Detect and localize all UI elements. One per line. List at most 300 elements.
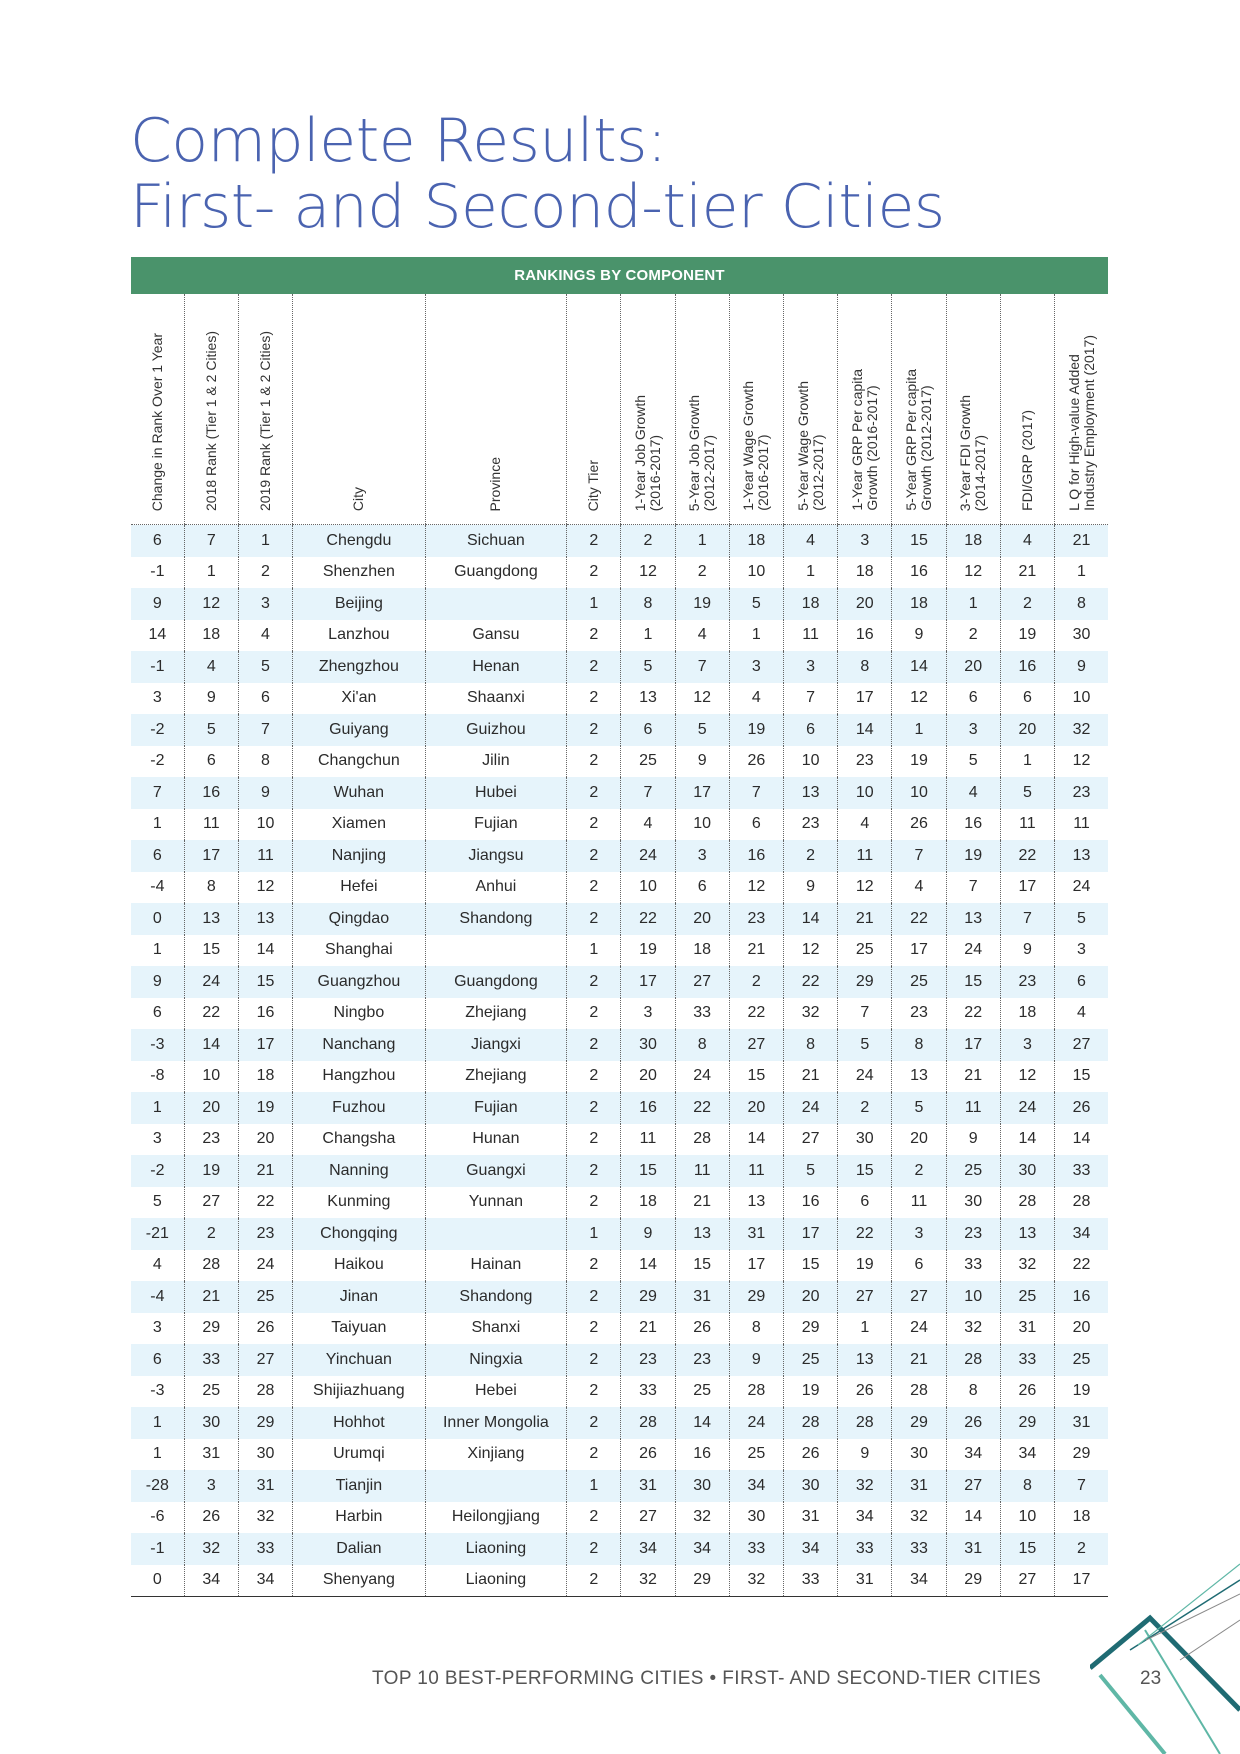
table-cell: 13 <box>783 777 837 809</box>
table-cell: 27 <box>783 1124 837 1156</box>
table-cell: Guangxi <box>425 1155 567 1187</box>
table-cell: 26 <box>621 1439 675 1471</box>
table-cell: 33 <box>621 1376 675 1408</box>
table-cell: Taiyuan <box>293 1313 426 1345</box>
table-cell: 34 <box>892 1565 946 1597</box>
table-cell: 15 <box>1000 1533 1054 1565</box>
table-cell: 2 <box>567 1250 621 1282</box>
table-cell: Dalian <box>293 1533 426 1565</box>
table-cell: 23 <box>838 746 892 778</box>
column-header <box>1055 294 1109 525</box>
table-cell: 4 <box>238 620 292 652</box>
table-cell: 1 <box>567 935 621 967</box>
table-cell: 31 <box>1055 1407 1109 1439</box>
table-cell: 13 <box>838 1344 892 1376</box>
table-cell: 8 <box>675 1029 729 1061</box>
table-cell: 9 <box>892 620 946 652</box>
table-cell: Changsha <box>293 1124 426 1156</box>
table-cell: 8 <box>184 872 238 904</box>
column-header-label: City <box>350 486 367 511</box>
table-cell: 2 <box>567 1376 621 1408</box>
table-cell: 5 <box>783 1155 837 1187</box>
table-cell: Fujian <box>425 1092 567 1124</box>
table-cell: 26 <box>729 746 783 778</box>
table-cell: 23 <box>1055 777 1109 809</box>
table-row <box>131 777 1108 809</box>
table-cell: 18 <box>729 525 783 557</box>
table-cell: 2 <box>567 1344 621 1376</box>
table-cell: 29 <box>892 1407 946 1439</box>
table-cell: 31 <box>838 1565 892 1597</box>
table-cell: Liaoning <box>425 1565 567 1597</box>
table-cell: 25 <box>184 1376 238 1408</box>
table-cell: 18 <box>621 1187 675 1219</box>
table-cell: 13 <box>1000 1218 1054 1250</box>
table-cell: 12 <box>946 557 1000 589</box>
column-header <box>838 294 892 525</box>
table-cell: 29 <box>675 1565 729 1597</box>
table-cell: 2 <box>567 998 621 1030</box>
table-cell: 20 <box>838 588 892 620</box>
table-row <box>131 651 1108 683</box>
table-cell: 11 <box>621 1124 675 1156</box>
table-cell: 1 <box>567 1218 621 1250</box>
table-cell: 12 <box>238 872 292 904</box>
table-cell: 3 <box>152 1319 162 1337</box>
table-cell: 12 <box>184 588 238 620</box>
table-cell: 12 <box>1055 746 1109 778</box>
table-cell: -3 <box>131 1029 184 1061</box>
table-cell: Jilin <box>425 746 567 778</box>
table-cell: 27 <box>892 1281 946 1313</box>
table-cell: 26 <box>675 1313 729 1345</box>
table-cell: 9 <box>131 588 184 620</box>
table-banner: RANKINGS BY COMPONENT <box>131 257 1108 294</box>
table-row <box>131 1250 1108 1282</box>
table-cell: 24 <box>838 1061 892 1093</box>
table-cell: 15 <box>892 525 946 557</box>
table-row <box>131 1533 1108 1565</box>
table-row <box>131 998 1108 1030</box>
table-cell: Zhejiang <box>425 998 567 1030</box>
table-cell: 6 <box>783 714 837 746</box>
table-cell: 17 <box>238 1029 292 1061</box>
table-cell: Hubei <box>425 777 567 809</box>
title-line-2: First- and Second-tier Cities <box>130 172 945 242</box>
table-cell: 17 <box>184 840 238 872</box>
table-cell: Shenyang <box>293 1565 426 1597</box>
table-row <box>131 683 1108 715</box>
table-cell: 6 <box>131 525 184 557</box>
column-header-label: 1-Year Wage Growth (2016-2017) <box>740 381 772 511</box>
table-cell: 31 <box>729 1218 783 1250</box>
table-cell: 21 <box>892 1344 946 1376</box>
table-cell: 26 <box>838 1376 892 1408</box>
table-cell: 27 <box>184 1187 238 1219</box>
table-row <box>131 1029 1108 1061</box>
table-cell: 2 <box>567 620 621 652</box>
table-cell: 34 <box>1000 1439 1054 1471</box>
table-cell: Nanchang <box>293 1029 426 1061</box>
table-cell: 31 <box>946 1533 1000 1565</box>
table-cell: 21 <box>946 1061 1000 1093</box>
table-cell: 16 <box>838 620 892 652</box>
table-cell: 9 <box>946 1124 1000 1156</box>
table-cell: 30 <box>1000 1155 1054 1187</box>
table-cell: 32 <box>1000 1250 1054 1282</box>
table-cell: 32 <box>729 1565 783 1597</box>
table-cell: 23 <box>729 903 783 935</box>
table-cell: 25 <box>675 1376 729 1408</box>
table-row <box>131 1565 1108 1597</box>
table-cell: 30 <box>783 1470 837 1502</box>
table-cell: 10 <box>729 557 783 589</box>
table-cell: 9 <box>729 1344 783 1376</box>
table-cell: 2 <box>946 620 1000 652</box>
table-cell: 5 <box>838 1029 892 1061</box>
table-cell: -3 <box>150 1382 165 1400</box>
table-cell: 15 <box>184 935 238 967</box>
table-cell: 30 <box>621 1029 675 1061</box>
table-cell: Heilongjiang <box>425 1502 567 1534</box>
column-header-label: Change in Rank Over 1 Year <box>148 332 165 511</box>
table-cell: Jinan <box>293 1281 426 1313</box>
table-cell: 12 <box>621 557 675 589</box>
table-cell: 3 <box>152 1130 162 1148</box>
table-cell: 9 <box>675 746 729 778</box>
table-row <box>131 746 1108 778</box>
table-cell: 33 <box>1000 1344 1054 1376</box>
table-cell: Xinjiang <box>425 1439 567 1471</box>
table-cell: 33 <box>729 1533 783 1565</box>
table-cell: 11 <box>892 1187 946 1219</box>
table-cell: 20 <box>675 903 729 935</box>
table-cell: 20 <box>892 1124 946 1156</box>
table-cell: 25 <box>892 966 946 998</box>
table-cell: 1 <box>131 1092 184 1124</box>
table-cell: 22 <box>946 998 1000 1030</box>
column-header-label: 5-Year GRP Per capita Growth (2012-2017) <box>902 369 934 511</box>
column-header-label: 1-Year GRP Per capita Growth (2016-2017) <box>848 369 880 511</box>
table-cell: 5 <box>238 651 292 683</box>
table-cell: 1 <box>567 1470 621 1502</box>
table-cell: 16 <box>1055 1281 1109 1313</box>
table-cell: 13 <box>729 1187 783 1219</box>
table-cell: 6 <box>131 1344 184 1376</box>
table-cell: 18 <box>783 588 837 620</box>
table-cell: 28 <box>892 1376 946 1408</box>
table-cell: 27 <box>238 1344 292 1376</box>
table-cell: 25 <box>946 1155 1000 1187</box>
table-cell: 27 <box>621 1502 675 1534</box>
table-row <box>131 620 1108 652</box>
table-cell: 34 <box>621 1533 675 1565</box>
table-cell: 4 <box>184 651 238 683</box>
table-cell: 1 <box>783 557 837 589</box>
table-cell: 5 <box>184 714 238 746</box>
table-cell: Xi'an <box>293 683 426 715</box>
table-cell: 2 <box>567 1281 621 1313</box>
table-cell: 24 <box>892 1313 946 1345</box>
table-cell: Chongqing <box>293 1218 426 1250</box>
table-cell: 28 <box>1000 1187 1054 1219</box>
table-cell: 11 <box>184 809 238 841</box>
table-cell: 13 <box>675 1218 729 1250</box>
table-cell: 15 <box>621 1155 675 1187</box>
table-cell: 31 <box>892 1470 946 1502</box>
table-cell: 15 <box>783 1250 837 1282</box>
table-cell: 19 <box>675 588 729 620</box>
table-cell: 26 <box>892 809 946 841</box>
table-cell: 22 <box>729 998 783 1030</box>
table-cell: 12 <box>729 872 783 904</box>
table-cell: 34 <box>184 1565 238 1597</box>
table-cell: 27 <box>946 1470 1000 1502</box>
table-cell: 24 <box>729 1407 783 1439</box>
table-cell: 11 <box>783 620 837 652</box>
table-cell: 5 <box>729 588 783 620</box>
table-cell: 9 <box>131 966 184 998</box>
table-cell: 21 <box>675 1187 729 1219</box>
table-cell: 22 <box>238 1187 292 1219</box>
table-cell: 21 <box>1055 525 1109 557</box>
table-cell: 1 <box>675 525 729 557</box>
table-cell: 24 <box>946 935 1000 967</box>
table-cell: 13 <box>238 903 292 935</box>
table-cell: 21 <box>729 935 783 967</box>
table-cell: Hebei <box>425 1376 567 1408</box>
table-cell: 16 <box>238 998 292 1030</box>
table-cell: 11 <box>1055 809 1109 841</box>
table-cell: 17 <box>1000 872 1054 904</box>
table-cell: Shanxi <box>425 1313 567 1345</box>
table-cell: 32 <box>892 1502 946 1534</box>
table-cell: 15 <box>838 1155 892 1187</box>
table-cell: 6 <box>1055 966 1109 998</box>
table-cell: Anhui <box>425 872 567 904</box>
table-cell: 18 <box>946 525 1000 557</box>
table-cell: 17 <box>838 683 892 715</box>
column-header-label: 5-Year Job Growth (2012-2017) <box>686 394 718 511</box>
table-cell: 30 <box>838 1124 892 1156</box>
table-cell: -8 <box>150 1067 165 1085</box>
table-cell: 10 <box>238 809 292 841</box>
table-cell: 4 <box>1055 998 1109 1030</box>
table-cell: 4 <box>946 777 1000 809</box>
table-cell: 14 <box>783 903 837 935</box>
column-header-label: Province <box>487 456 504 511</box>
table-cell: 8 <box>238 746 292 778</box>
table-row <box>131 714 1108 746</box>
table-cell: 29 <box>621 1281 675 1313</box>
table-cell: 6 <box>152 1004 162 1022</box>
table-cell: Fujian <box>425 809 567 841</box>
table-cell: Liaoning <box>425 1533 567 1565</box>
table-cell: 8 <box>729 1313 783 1345</box>
table-cell: Haikou <box>293 1250 426 1282</box>
table-cell: 22 <box>621 903 675 935</box>
table-cell: 4 <box>1000 525 1054 557</box>
table-cell: 31 <box>1000 1313 1054 1345</box>
table-cell: 9 <box>1000 935 1054 967</box>
table-cell: 7 <box>238 714 292 746</box>
table-cell: 14 <box>892 651 946 683</box>
table-cell: 2 <box>567 840 621 872</box>
column-headers <box>131 294 1108 525</box>
table-row <box>131 935 1108 967</box>
table-cell: 9 <box>238 777 292 809</box>
table-cell: 31 <box>675 1281 729 1313</box>
table-cell: 4 <box>838 809 892 841</box>
table-cell: 2 <box>567 1439 621 1471</box>
table-cell: 16 <box>184 777 238 809</box>
table-cell: 3 <box>783 651 837 683</box>
table-cell: 33 <box>838 1533 892 1565</box>
table-cell: -4 <box>131 1281 184 1313</box>
table-cell: Hohhot <box>293 1407 426 1439</box>
table-cell: 26 <box>1000 1376 1054 1408</box>
table-cell: 29 <box>184 1313 238 1345</box>
table-cell: 9 <box>1055 651 1109 683</box>
table-cell: 26 <box>238 1313 292 1345</box>
table-cell: 31 <box>621 1470 675 1502</box>
table-cell: 33 <box>675 998 729 1030</box>
table-cell: 2 <box>567 809 621 841</box>
table-cell: 18 <box>838 557 892 589</box>
table-cell: 24 <box>238 1250 292 1282</box>
table-row <box>131 1187 1108 1219</box>
table-cell: 5 <box>1055 903 1109 935</box>
column-header <box>892 294 946 525</box>
table-cell: Guizhou <box>425 714 567 746</box>
table-cell: 7 <box>838 998 892 1030</box>
table-cell: 32 <box>946 1313 1000 1345</box>
table-cell: 21 <box>184 1281 238 1313</box>
table-cell: 31 <box>184 1439 238 1471</box>
table-cell: 8 <box>1000 1470 1054 1502</box>
table-cell: 8 <box>783 1029 837 1061</box>
table-cell: 29 <box>729 1281 783 1313</box>
table-cell: 1 <box>621 620 675 652</box>
table-cell: 5 <box>621 651 675 683</box>
table-cell: 27 <box>838 1281 892 1313</box>
table-cell: 27 <box>1000 1565 1054 1597</box>
table-row <box>131 872 1108 904</box>
table-cell: 18 <box>1000 998 1054 1030</box>
table-cell <box>425 1218 567 1250</box>
table-cell: 0 <box>131 1565 184 1597</box>
table-cell: 29 <box>946 1565 1000 1597</box>
table-cell: 20 <box>946 651 1000 683</box>
table-cell: 6 <box>729 809 783 841</box>
table-cell: 33 <box>1055 1155 1109 1187</box>
table-cell: Henan <box>425 651 567 683</box>
table-cell: 3 <box>238 588 292 620</box>
column-header-label: 2019 Rank (Tier 1 & 2 Cities) <box>257 331 273 511</box>
table-cell: 7 <box>675 651 729 683</box>
table-cell: 2 <box>567 683 621 715</box>
table-cell: 24 <box>621 840 675 872</box>
table-cell: 1 <box>1055 557 1109 589</box>
table-cell: Ningxia <box>425 1344 567 1376</box>
table-cell: 32 <box>838 1470 892 1502</box>
table-cell: 2 <box>567 1155 621 1187</box>
table-cell: Xiamen <box>293 809 426 841</box>
table-cell: 2 <box>567 746 621 778</box>
table-cell: 27 <box>675 966 729 998</box>
table-row <box>131 557 1108 589</box>
table-cell: 26 <box>946 1407 1000 1439</box>
table-row <box>131 1439 1108 1471</box>
table-cell: 1 <box>729 620 783 652</box>
table-cell: Shaanxi <box>425 683 567 715</box>
table-cell: 9 <box>783 872 837 904</box>
table-cell: 24 <box>675 1061 729 1093</box>
table-cell <box>425 1470 567 1502</box>
table-cell: 20 <box>238 1124 292 1156</box>
table-cell: Hangzhou <box>293 1061 426 1093</box>
table-cell: 10 <box>675 809 729 841</box>
column-header <box>675 294 729 525</box>
corner-decoration <box>1090 1550 1240 1754</box>
table-cell: Tianjin <box>293 1470 426 1502</box>
table-cell: 2 <box>567 1565 621 1597</box>
column-header <box>293 294 426 525</box>
table-cell: 16 <box>783 1187 837 1219</box>
column-header <box>131 294 184 525</box>
table-cell: 3 <box>152 689 162 707</box>
table-cell: 19 <box>729 714 783 746</box>
table-row <box>131 1313 1108 1345</box>
table-cell: Yinchuan <box>293 1344 426 1376</box>
table-cell: 6 <box>238 683 292 715</box>
table-cell: Urumqi <box>293 1439 426 1471</box>
table-cell: 13 <box>621 683 675 715</box>
table-cell: 16 <box>946 809 1000 841</box>
table-cell: 6 <box>838 1187 892 1219</box>
table-cell: 4 <box>675 620 729 652</box>
table-cell: 6 <box>1000 683 1054 715</box>
table-cell: 26 <box>184 1502 238 1534</box>
table-cell: 8 <box>1055 588 1109 620</box>
table-cell: 13 <box>892 1061 946 1093</box>
table-cell: 24 <box>1055 872 1109 904</box>
table-cell: 5 <box>152 1193 162 1211</box>
table-cell: 2 <box>621 525 675 557</box>
table-cell <box>425 588 567 620</box>
table-cell: 23 <box>675 1344 729 1376</box>
table-cell: 3 <box>838 525 892 557</box>
table-cell: 28 <box>1055 1187 1109 1219</box>
table-cell: 2 <box>729 966 783 998</box>
table-row <box>131 1061 1108 1093</box>
table-cell: 6 <box>675 872 729 904</box>
table-cell: 2 <box>567 525 621 557</box>
table-cell: 6 <box>621 714 675 746</box>
table-cell: -2 <box>150 752 165 770</box>
table-cell: 20 <box>1000 714 1054 746</box>
table-cell: 25 <box>729 1439 783 1471</box>
table-cell: 14 <box>946 1502 1000 1534</box>
table-cell: 2 <box>567 872 621 904</box>
table-cell: 14 <box>675 1407 729 1439</box>
table-cell: 10 <box>1055 683 1109 715</box>
table-cell: 5 <box>675 714 729 746</box>
table-cell: Jiangsu <box>425 840 567 872</box>
table-cell: 7 <box>892 840 946 872</box>
table-cell: 32 <box>783 998 837 1030</box>
table-cell: Guangdong <box>425 966 567 998</box>
